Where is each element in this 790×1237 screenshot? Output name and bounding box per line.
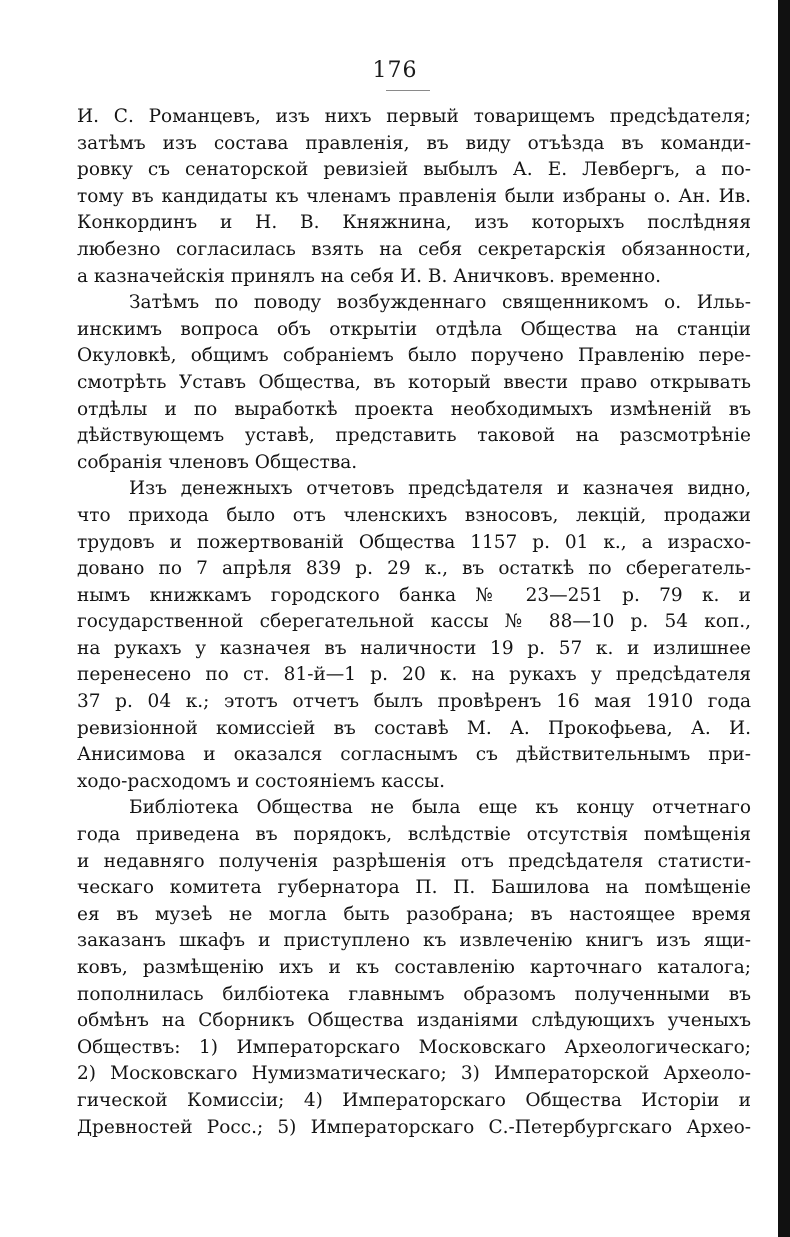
text-line: а казначейскія принялъ на себя И. В. Аничковъ. временно. [77, 265, 662, 287]
text-line: дѣйствующемъ уставѣ, представить таковой на разсмотрѣніе [77, 425, 751, 447]
text-line: ческаго комитета губернатора П. П. Башилова на помѣщеніе [77, 877, 751, 899]
text-line: 2) Московскаго Нумизматическаго; 3) Императорской Археоло- [77, 1063, 751, 1085]
text-line: И. С. Романцевъ, изъ нихъ первый товарищемъ предсѣдателя; [77, 106, 751, 127]
text-line: гической Комиссіи; 4) Императорскаго Общества Исторіи и [77, 1089, 751, 1111]
text-line: что прихода было отъ членскихъ взносовъ, лекцій, продажи [77, 504, 751, 526]
text-line: и недавняго полученія разрѣшенія отъ предсѣдателя статисти- [77, 850, 751, 872]
text-line: на рукахъ у казначея въ наличности 19 р. 57 к. и излишнее [77, 637, 751, 659]
text-line: Анисимова и оказался согласнымъ съ дѣйствительнымъ при- [77, 744, 751, 766]
text-line: смотрѣть Уставъ Общества, въ который ввести право открывать [77, 371, 751, 393]
text-line: трудовъ и пожертвованій Общества 1157 р. 01 к., а израсхо- [77, 531, 751, 553]
text-line: ковъ, размѣщенію ихъ и къ составленію карточнаго каталога; [77, 957, 751, 978]
text-line: Затѣмъ по поводу возбужденнаго священникомъ о. Ильь- [129, 292, 751, 314]
text-line: ея въ музеѣ не могла быть разобрана; въ настоящее время [77, 903, 751, 925]
text-line: обмѣнъ на Сборникъ Общества изданіями слѣдующихъ ученыхъ [77, 1010, 751, 1032]
scan-edge [778, 0, 790, 1237]
text-line: 37 р. 04 к.; этотъ отчетъ былъ провѣренъ 16 мая 1910 года [77, 691, 751, 713]
text-line: довано по 7 апрѣля 839 р. 29 к., въ остаткѣ по сберегатель- [77, 558, 751, 580]
text-line: ровку съ сенаторской ревизіей выбылъ А. Е. Левбергъ, а по- [77, 159, 751, 181]
text-line: ревизіонной комиссіей въ составѣ М. А. Прокофьева, А. И. [77, 717, 751, 739]
text-line: Изъ денежныхъ отчетовъ предсѣдателя и казначея видно, [129, 478, 751, 500]
text-line: нымъ книжкамъ городского банка № 23—251 р. 79 к. и [77, 584, 751, 606]
text-line: ходо-расходомъ и состояніемъ кассы. [77, 770, 445, 792]
text-line: перенесено по ст. 81-й—1 р. 20 к. на рукахъ у предсѣдателя [77, 664, 751, 686]
text-line: Библіотека Общества не была еще къ концу отчетнаго [129, 797, 751, 819]
text-line: затѣмъ изъ состава правленія, въ виду отъѣзда въ команди- [77, 132, 751, 154]
text-line: Обществъ: 1) Императорскаго Московскаго Археологическаго; [77, 1036, 751, 1058]
text-line: государственной сберегательной кассы № 88—10 р. 54 коп., [77, 611, 751, 633]
text-line: Конкординъ и Н. В. Княжнина, изъ которыхъ послѣдняя [77, 212, 751, 234]
text-line: любезно согласилась взять на себя секретарскія обязанности, [77, 238, 751, 260]
text-line: Древностей Росс.; 5) Императорскаго С.-Петербургскаго Архео- [77, 1116, 751, 1138]
text-line: года приведена въ порядокъ, вслѣдствіе отсутствія помѣщенія [77, 824, 751, 846]
text-line: инскимъ вопроса объ открытіи отдѣла Общества на станціи [77, 318, 751, 340]
text-line: собранія членовъ Общества. [77, 451, 358, 473]
page-number: 176 [372, 58, 418, 83]
body-text [77, 104, 751, 1141]
text-line: тому въ кандидаты къ членамъ правленія были избраны о. Ан. Ив. [77, 185, 751, 207]
text-line: отдѣлы и по выработкѣ проекта необходимыхъ измѣненій въ [77, 398, 751, 420]
text-line: пополнилась билбіотека главнымъ образомъ полученными въ [77, 983, 751, 1005]
text-line: Окуловкѣ, общимъ собраніемъ было поручено Правленію пере- [77, 345, 751, 367]
page-number-rule [386, 90, 430, 91]
text-line: заказанъ шкафъ и приступлено къ извлеченію книгъ изъ ящи- [77, 930, 751, 952]
